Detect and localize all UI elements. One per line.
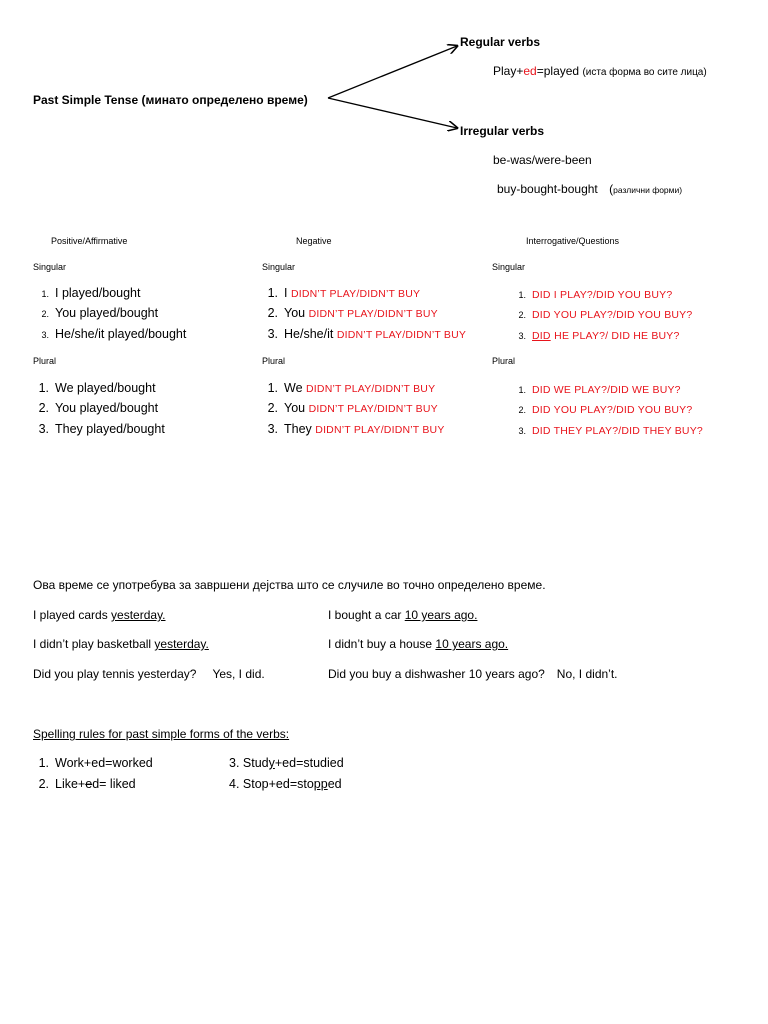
question-text: DID THEY PLAY?/DID THEY BUY? xyxy=(532,425,703,437)
example-answer: Yes, I did. xyxy=(212,667,265,681)
positive-plural-item: 3. They played/bought xyxy=(38,422,165,436)
negative-phrase: DIDN’T PLAY/DIDN’T BUY xyxy=(308,403,438,415)
example-left-3 xyxy=(33,667,265,681)
spelling-rules-title: Spelling rules for past simple forms of the verbs: xyxy=(33,727,290,741)
example-time-underlined: yesterday. xyxy=(111,608,166,622)
spelling-rule-text: 3. Stud xyxy=(229,756,269,770)
interrogative-singular-item: 2. DID YOU PLAY?/DID YOU BUY? xyxy=(518,309,693,321)
arrow-to-irregular xyxy=(328,98,457,128)
negative-subject: They xyxy=(284,422,312,436)
example-text: I didn’t play basketball xyxy=(33,637,155,651)
positive-plural-label: Plural xyxy=(33,356,57,366)
spelling-rule-struck-letter: e xyxy=(85,777,93,791)
spelling-rule-3 xyxy=(229,756,344,770)
irregular-line-2-text: buy-bought-bought xyxy=(497,182,598,196)
example-text: I bought a car xyxy=(328,608,405,622)
regular-note: (иста форма во сите лица) xyxy=(582,67,707,78)
positive-text: You played/bought xyxy=(55,401,159,415)
spelling-rule-marked-letter: y xyxy=(268,756,275,770)
spelling-rule-text: ed xyxy=(327,777,342,791)
arrow-to-regular xyxy=(328,46,457,98)
regular-verbs-example xyxy=(493,64,707,78)
interrogative-plural-item: 2. DID YOU PLAY?/DID YOU BUY? xyxy=(518,404,693,416)
usage-note: Ова време се употребува за завршени дејства што се случиле во точно определено време. xyxy=(33,578,546,592)
negative-subject: You xyxy=(284,401,306,415)
positive-text: I played/bought xyxy=(55,286,141,300)
positive-text: He/she/it played/bought xyxy=(55,327,187,341)
negative-phrase: DIDN’T PLAY/DIDN’T BUY xyxy=(308,308,438,320)
negative-subject: I xyxy=(284,286,288,300)
spelling-rule-1: 1. Work+ed=worked xyxy=(38,756,153,770)
example-answer: No, I didn’t. xyxy=(556,667,618,681)
negative-singular-item: 3. He/she/it DIDN’T PLAY/DIDN’T BUY xyxy=(267,327,467,341)
negative-phrase: DIDN’T PLAY/DIDN’T BUY xyxy=(315,424,445,436)
positive-text: They played/bought xyxy=(55,422,165,436)
interrogative-singular-label: Singular xyxy=(492,262,526,272)
negative-plural-item: 2. You DIDN’T PLAY/DIDN’T BUY xyxy=(267,401,438,415)
positive-singular-label: Singular xyxy=(33,262,67,272)
example-left-1 xyxy=(33,608,166,622)
positive-text: You played/bought xyxy=(55,306,159,320)
interrogative-plural-item: 1. DID WE PLAY?/DID WE BUY? xyxy=(518,384,681,396)
spelling-rule-2: 2. Like+ed= liked xyxy=(38,777,136,791)
positive-singular-item: 1. I played/bought xyxy=(41,286,141,300)
interrogative-singular-item: 3. DID HE PLAY?/ DID HE BUY? xyxy=(518,330,680,342)
negative-plural-item: 1. We DIDN’T PLAY/DIDN’T BUY xyxy=(267,381,436,395)
question-text: DID WE PLAY?/DID WE BUY? xyxy=(532,384,681,396)
example-left-2 xyxy=(33,637,209,651)
spelling-rule-marked-letters: pp xyxy=(313,777,328,791)
interrogative-plural-label: Plural xyxy=(492,356,516,366)
regular-post: =played xyxy=(536,64,580,78)
interrogative-plural-item: 3. DID THEY PLAY?/DID THEY BUY? xyxy=(518,425,703,437)
question-text: DID YOU PLAY?/DID YOU BUY? xyxy=(532,309,693,321)
question-text: DID I PLAY?/DID YOU BUY? xyxy=(532,289,673,301)
negative-phrase: DIDN’T PLAY/DIDN’T BUY xyxy=(290,288,421,300)
example-right-3 xyxy=(328,667,618,681)
negative-subject: He/she/it xyxy=(284,327,334,341)
column-header-negative: Negative xyxy=(296,236,332,246)
example-question: Did you buy a dishwasher 10 years ago? xyxy=(328,667,545,681)
negative-singular-item: 1. I DIDN’T PLAY/DIDN’T BUY xyxy=(267,286,421,300)
positive-singular-item: 3. He/she/it played/bought xyxy=(41,327,187,341)
question-text: DID YOU PLAY?/DID YOU BUY? xyxy=(532,404,693,416)
example-right-2 xyxy=(328,637,508,651)
positive-text: We played/bought xyxy=(55,381,156,395)
spelling-rule-text: d= liked xyxy=(92,777,136,791)
negative-singular-item: 2. You DIDN’T PLAY/DIDN’T BUY xyxy=(267,306,438,320)
negative-phrase: DIDN’T PLAY/DIDN’T BUY xyxy=(336,329,467,341)
negative-plural-item: 3. They DIDN’T PLAY/DIDN’T BUY xyxy=(267,422,445,436)
irregular-line-1: be-was/were-been xyxy=(493,153,592,167)
example-text: I played cards xyxy=(33,608,112,622)
example-time-underlined: 10 years ago. xyxy=(404,608,478,622)
regular-verbs-heading: Regular verbs xyxy=(460,35,541,49)
question-text: HE PLAY?/ DID HE BUY? xyxy=(554,330,680,342)
spelling-rule-text: 4. Stop+ed=sto xyxy=(229,777,314,791)
negative-subject: You xyxy=(284,306,306,320)
positive-plural-item: 1. We played/bought xyxy=(38,381,156,395)
positive-singular-item: 2. You played/bought xyxy=(41,306,159,320)
irregular-verbs-heading: Irregular verbs xyxy=(460,124,545,138)
spelling-rule-4 xyxy=(229,777,342,791)
irregular-note-open: ( xyxy=(609,182,614,196)
interrogative-singular-item: 1. DID I PLAY?/DID YOU BUY? xyxy=(518,289,673,301)
example-time-underlined: yesterday. xyxy=(154,637,209,651)
spelling-rule-text: Work+ed=worked xyxy=(55,756,153,770)
example-text: I didn’t buy a house xyxy=(328,637,436,651)
page-title: Past Simple Tense (минато определено време) xyxy=(33,93,308,107)
column-header-interrogative: Interrogative/Questions xyxy=(526,236,620,246)
regular-pre: Play+ xyxy=(493,64,524,78)
negative-singular-label: Singular xyxy=(262,262,296,272)
example-right-1 xyxy=(328,608,477,622)
column-header-positive: Positive/Affirmative xyxy=(51,236,128,246)
irregular-line-2 xyxy=(497,182,682,196)
negative-subject: We xyxy=(284,381,303,395)
negative-plural-label: Plural xyxy=(262,356,286,366)
irregular-note: различни форми) xyxy=(613,185,683,195)
negative-phrase: DIDN’T PLAY/DIDN’T BUY xyxy=(306,383,436,395)
spelling-rule-text: +ed=studied xyxy=(274,756,344,770)
regular-ed-suffix: ed xyxy=(523,64,537,78)
example-time-underlined: 10 years ago. xyxy=(435,637,509,651)
example-question: Did you play tennis yesterday? xyxy=(33,667,197,681)
question-did-underlined: DID xyxy=(532,330,551,342)
positive-plural-item: 2. You played/bought xyxy=(38,401,159,415)
spelling-rule-text: Like+ xyxy=(55,777,86,791)
